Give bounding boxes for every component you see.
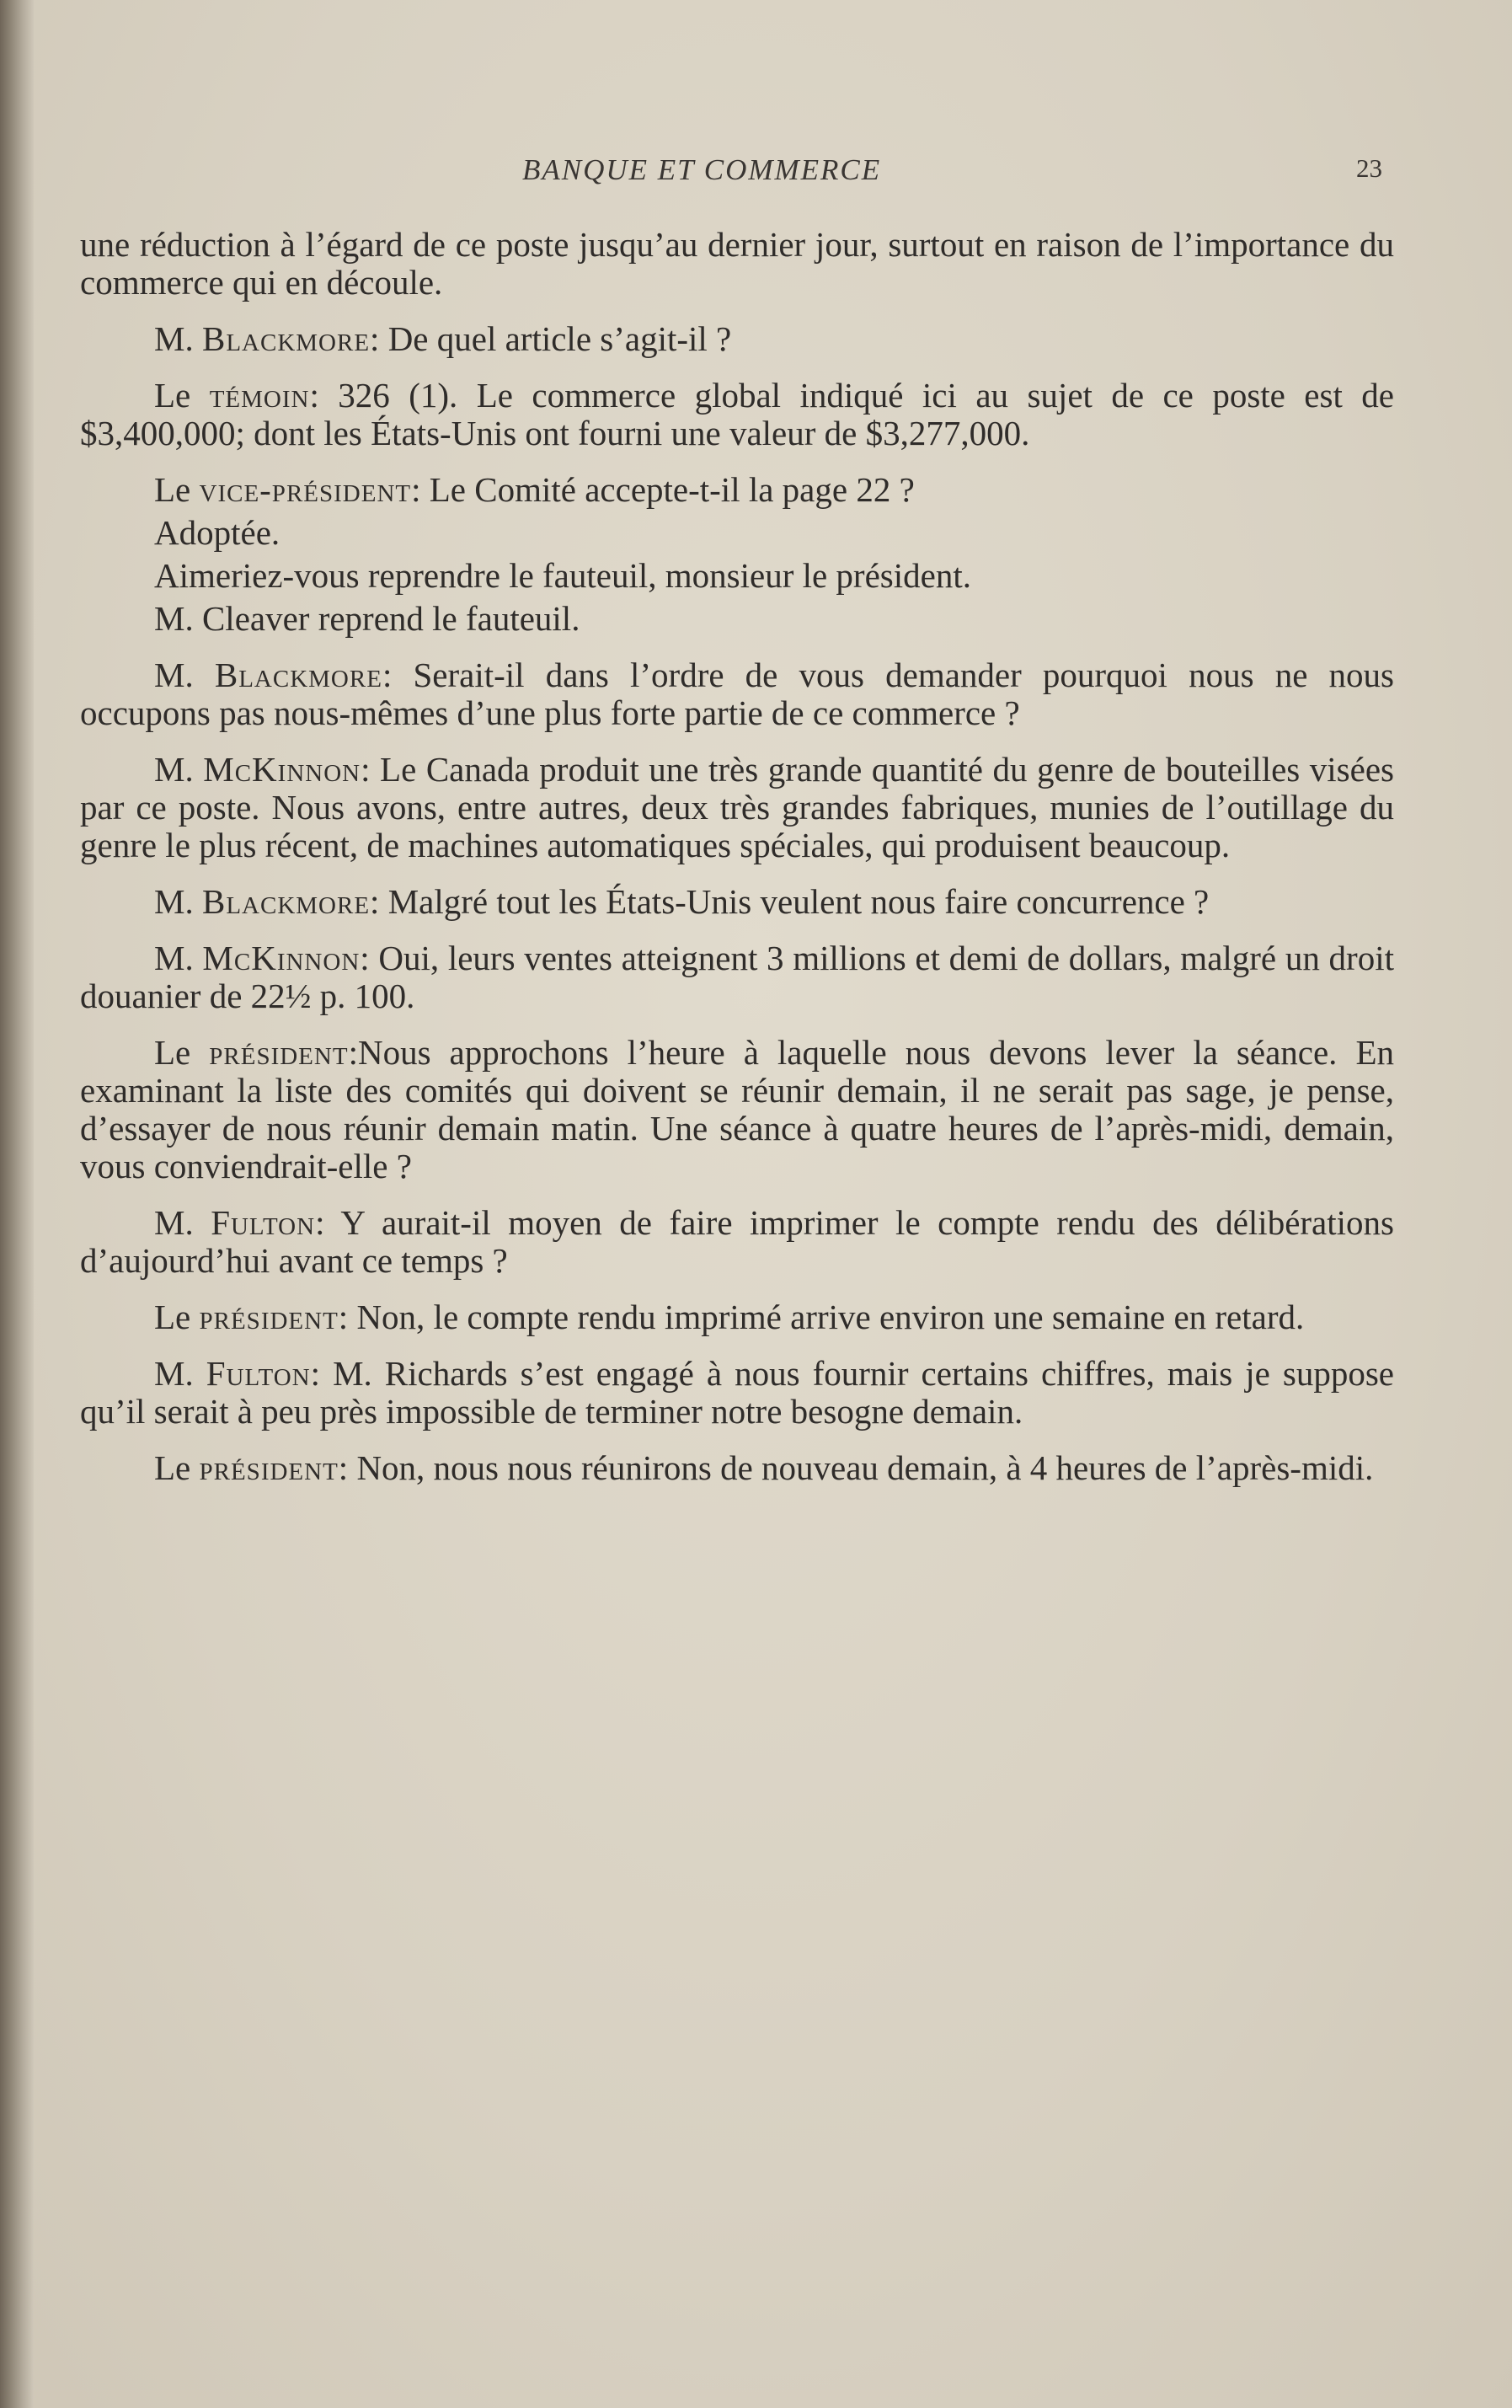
paragraph-blackmore-2: M. Blackmore: Serait-il dans l’ordre de vous demander pourquoi nous ne nous occupons pas nous-mêmes d’une plus forte partie de ce commerce ? — [80, 656, 1394, 732]
paragraph-president-1: Le président:Nous approchons l’heure à laquelle nous devons lever la séance. En examinant la liste des comités qui doivent se réunir demain, il ne serait pas sage, je pense, d’essayer de nous réunir demain matin. Une séance à quatre heures de l’après-midi, demain, vous conviendrait-elle ? — [80, 1033, 1394, 1185]
speaker-name: McKinnon — [203, 750, 361, 789]
paragraph-cleaver: M. Cleaver reprend le fauteuil. — [154, 599, 580, 638]
speaker-name: Fulton — [206, 1354, 311, 1393]
paragraph-fulton-1: M. Fulton: Y aurait-il moyen de faire imprimer le compte rendu des délibérations d’aujourd’hui avant ce temps ? — [80, 1203, 1394, 1280]
speaker-name: McKinnon — [202, 939, 361, 977]
speaker-name: Blackmore — [201, 319, 371, 358]
speaker-name: Blackmore — [214, 656, 382, 694]
paragraph-blackmore-1: M. Blackmore: De quel article s’agit-il ? — [154, 319, 732, 358]
paragraph-mckinnon-1: M. McKinnon: Le Canada produit une très grande quantité du genre de bouteilles visées par ce poste. Nous avons, entre autres, deux très grandes fabriques, munies de l’outillage du genre le plus récent, de machines automatiques spéciales, qui produisent beaucoup. — [80, 750, 1394, 864]
speaker-name: président — [199, 1298, 339, 1336]
paragraph-adoptee: Adoptée. — [154, 513, 280, 552]
speaker-name: Blackmore — [201, 882, 371, 921]
running-title: BANQUE ET COMMERCE — [522, 153, 882, 186]
transcript-body — [80, 226, 1394, 1506]
speaker-name: Fulton — [211, 1203, 316, 1242]
page-binding-shadow — [0, 0, 34, 2408]
paragraph-president-3: Le président: Non, nous nous réunirons de nouveau demain, à 4 heures de l’après-midi. — [154, 1448, 1374, 1487]
paragraph-vice-president: Le vice-président: Le Comité accepte-t-il la page 22 ? — [154, 470, 915, 509]
paragraph-fauteuil-request: Aimeriez-vous reprendre le fauteuil, monsieur le président. — [154, 556, 971, 595]
speaker-name: président — [209, 1033, 349, 1072]
paragraph-blackmore-3: M. Blackmore: Malgré tout les États-Unis veulent nous faire concurrence ? — [154, 882, 1210, 921]
paragraph-fulton-2: M. Fulton: M. Richards s’est engagé à nous fournir certains chiffres, mais je suppose qu’il serait à peu près impossible de terminer notre besogne demain. — [80, 1354, 1394, 1431]
running-header — [0, 153, 1512, 195]
page-number: 23 — [1356, 153, 1382, 183]
paragraph-president-2: Le président: Non, le compte rendu imprimé arrive environ une semaine en retard. — [154, 1298, 1305, 1336]
paragraph-mckinnon-2: M. McKinnon: Oui, leurs ventes atteignent 3 millions et demi de dollars, malgré un droit douanier de 22½ p. 100. — [80, 939, 1394, 1015]
speaker-name: témoin — [209, 376, 310, 415]
paragraph-continuation: une réduction à l’égard de ce poste jusqu’au dernier jour, surtout en raison de l’importance du commerce qui en découle. — [80, 225, 1394, 302]
speaker-name: vice-président — [199, 470, 412, 509]
paragraph-temoin: Le témoin: 326 (1). Le commerce global indiqué ici au sujet de ce poste est de $3,400,000; dont les États-Unis ont fourni une valeur de $3,277,000. — [80, 376, 1394, 452]
speaker-name: président — [199, 1448, 339, 1487]
